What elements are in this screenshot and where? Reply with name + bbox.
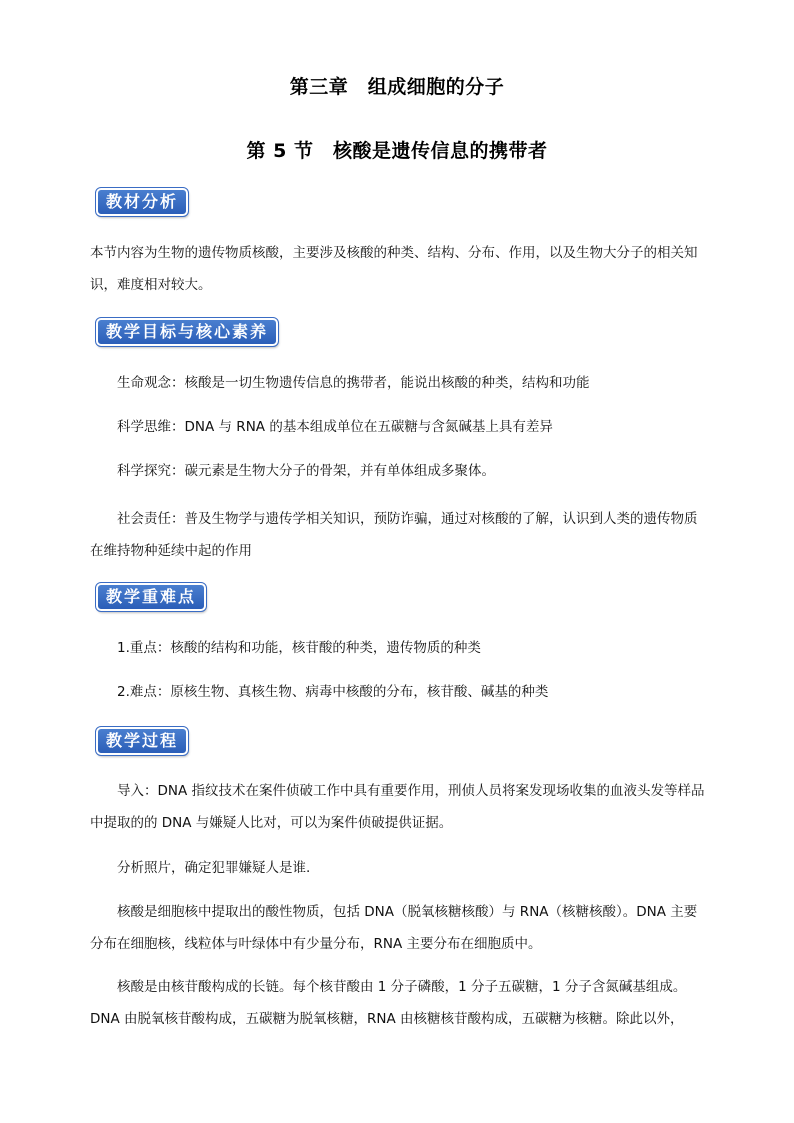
section-title: 第 5 节 核酸是遗传信息的携带者	[246, 140, 548, 162]
keypoint-difficult: 2.难点：原核生物、真核生物、病毒中核酸的分布，核苷酸、碱基的种类	[117, 684, 549, 700]
heading-analysis: 教材分析	[96, 188, 188, 216]
process-photo: 分析照片，确定犯罪嫌疑人是谁.	[117, 860, 311, 876]
keypoint-important: 1.重点：核酸的结构和功能，核苷酸的种类，遗传物质的种类	[117, 640, 481, 656]
goal-item-thinking: 科学思维：DNA 与 RNA 的基本组成单位在五碳糖与含氮碱基上具有差异	[117, 419, 553, 435]
process-intro: 导入：DNA 指纹技术在案件侦破工作中具有重要作用，刑侦人员将案发现场收集的血液头发等样品中提取的的 DNA 与嫌疑人比对，可以为案件侦破提供证据。	[90, 783, 705, 831]
heading-goals: 教学目标与核心素养	[96, 318, 278, 346]
goal-item-responsibility: 社会责任：普及生物学与遗传学相关知识，预防诈骗，通过对核酸的了解，认识到人类的遗传物质在维持物种延续中起的作用	[90, 511, 698, 559]
goal-item-inquiry: 科学探究：碳元素是生物大分子的骨架，并有单体组成多聚体。	[117, 463, 495, 479]
goal-item-life: 生命观念：核酸是一切生物遗传信息的携带者，能说出核酸的种类，结构和功能	[117, 375, 590, 391]
chapter-title: 第三章 组成细胞的分子	[289, 76, 505, 98]
process-nucleic-acid: 核酸是细胞核中提取出的酸性物质，包括 DNA（脱氧核糖核酸）与 RNA（核糖核酸）。DNA 主要分布在细胞核，线粒体与叶绿体中有少量分布，RNA 主要分布在细胞质中。	[90, 904, 698, 952]
process-nucleotide: 核酸是由核苷酸构成的长链。每个核苷酸由 1 分子磷酸，1 分子五碳糖，1 分子含氮碱基组成。DNA 由脱氧核苷酸构成，五碳糖为脱氧核糖，RNA 由核糖核苷酸构成，五碳糖为核糖。除此以外，	[90, 979, 687, 1027]
heading-process: 教学过程	[96, 727, 188, 755]
analysis-paragraph: 本节内容为生物的遗传物质核酸，主要涉及核酸的种类、结构、分布、作用，以及生物大分子的相关知识，难度相对较大。	[90, 245, 698, 293]
heading-keypoints: 教学重难点	[96, 583, 206, 611]
